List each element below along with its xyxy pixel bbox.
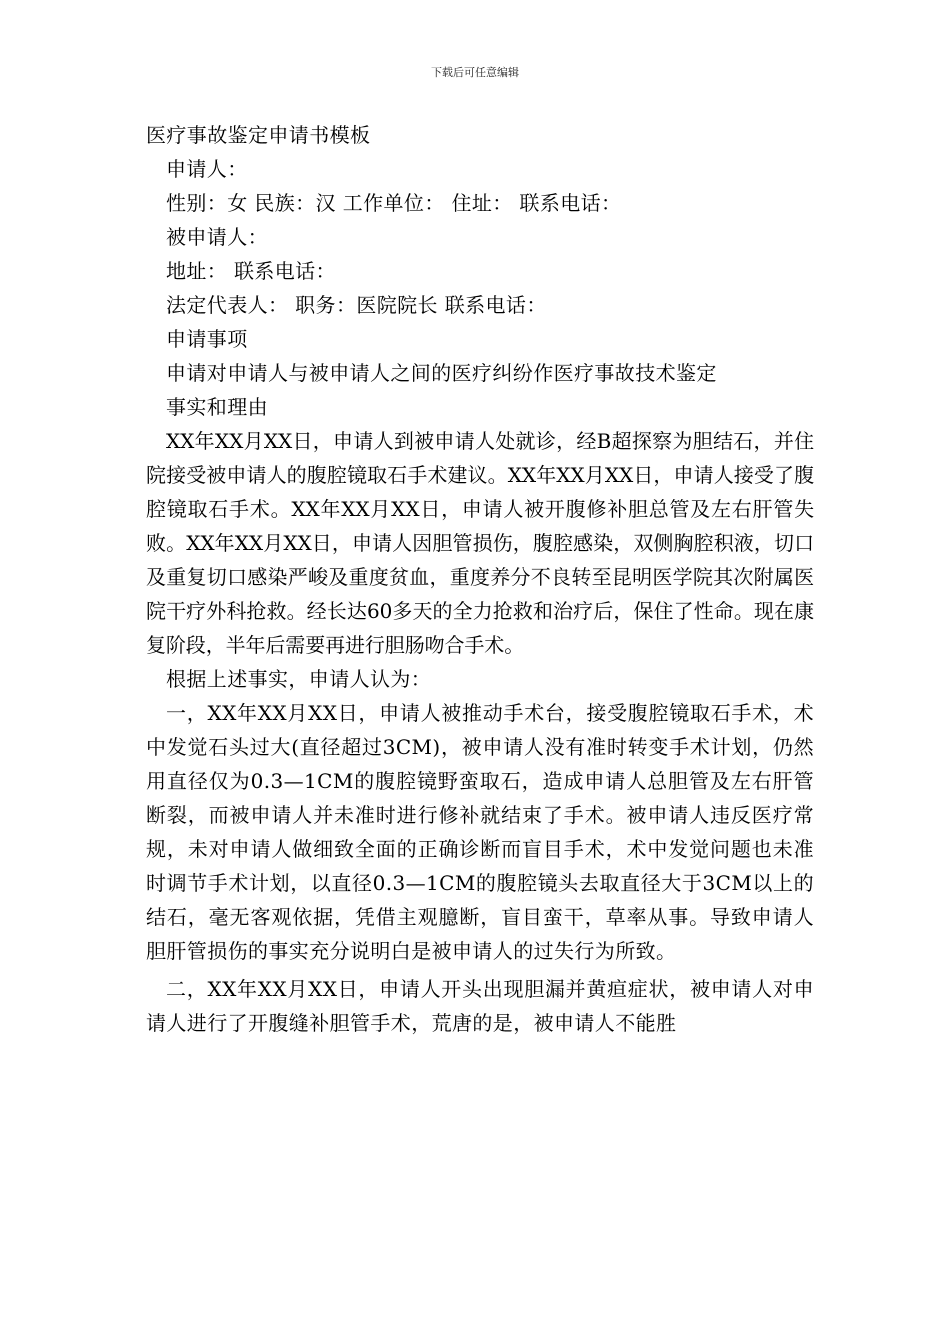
- respondent-address-line: 地址： 联系电话：: [166, 259, 336, 283]
- document-title: 医疗事故鉴定申请书模板: [146, 123, 371, 147]
- legal-representative-line: 法定代表人： 职务：医院院长 联系电话：: [166, 293, 547, 317]
- applicant-info-line: 性别：女 民族：汉 工作单位： 住址： 联系电话：: [166, 191, 622, 215]
- facts-paragraph: XX年XX月XX日，申请人到被申请人处就诊，经B超探察为胆结石，并住院接受被申请人的腹腔镜取石手术建议。XX年XX月XX日，申请人接受了腹腔镜取石手术。XX年XX月XX日，申请人被开腹修补胆总管及左右肝管失败。XX年XX月XX日，申请人因胆管损伤，腹腔感染，双侧胸腔积液，切口及重复切口感染严峻及重度贫血，重度养分不良转至昆明医学院其次附属医院干疗外科抢救。经长达60多天的全力抢救和治疗后，保住了性命。现在康复阶段，半年后需要再进行胆肠吻合手术。: [146, 429, 814, 657]
- section-heading-facts: 事实和理由: [166, 395, 268, 419]
- basis-intro: 根据上述事实，申请人认为：: [166, 667, 432, 691]
- section-heading-request: 申请事项: [166, 327, 248, 351]
- page-header-note: 下载后可任意编辑: [431, 66, 519, 79]
- respondent-line: 被申请人：: [166, 225, 268, 249]
- point-two-paragraph: 二，XX年XX月XX日，申请人开头出现胆漏并黄疸症状，被申请人对申请人进行了开腹缝补胆管手术，荒唐的是，被申请人不能胜: [146, 977, 814, 1035]
- applicant-line: 申请人：: [166, 157, 248, 181]
- point-one-paragraph: 一，XX年XX月XX日，申请人被推动手术台，接受腹腔镜取石手术，术中发觉石头过大(直径超过3CM)，被申请人没有准时转变手术计划，仍然用直径仅为0.3—1CM的腹腔镜野蛮取石，造成申请人总胆管及左右肝管断裂，而被申请人并未准时进行修补就结束了手术。被申请人违反医疗常规，未对申请人做细致全面的正确诊断而盲目手术，术中发觉问题也未准时调节手术计划，以直径0.3—1CM的腹腔镜头去取直径大于3CM以上的结石，毫无客观依据，凭借主观臆断，盲目蛮干，草率从事。导致申请人胆肝管损伤的事实充分说明白是被申请人的过失行为所致。: [146, 701, 814, 963]
- document-body: [146, 118, 814, 1040]
- request-text: 申请对申请人与被申请人之间的医疗纠纷作医疗事故技术鉴定: [166, 361, 717, 385]
